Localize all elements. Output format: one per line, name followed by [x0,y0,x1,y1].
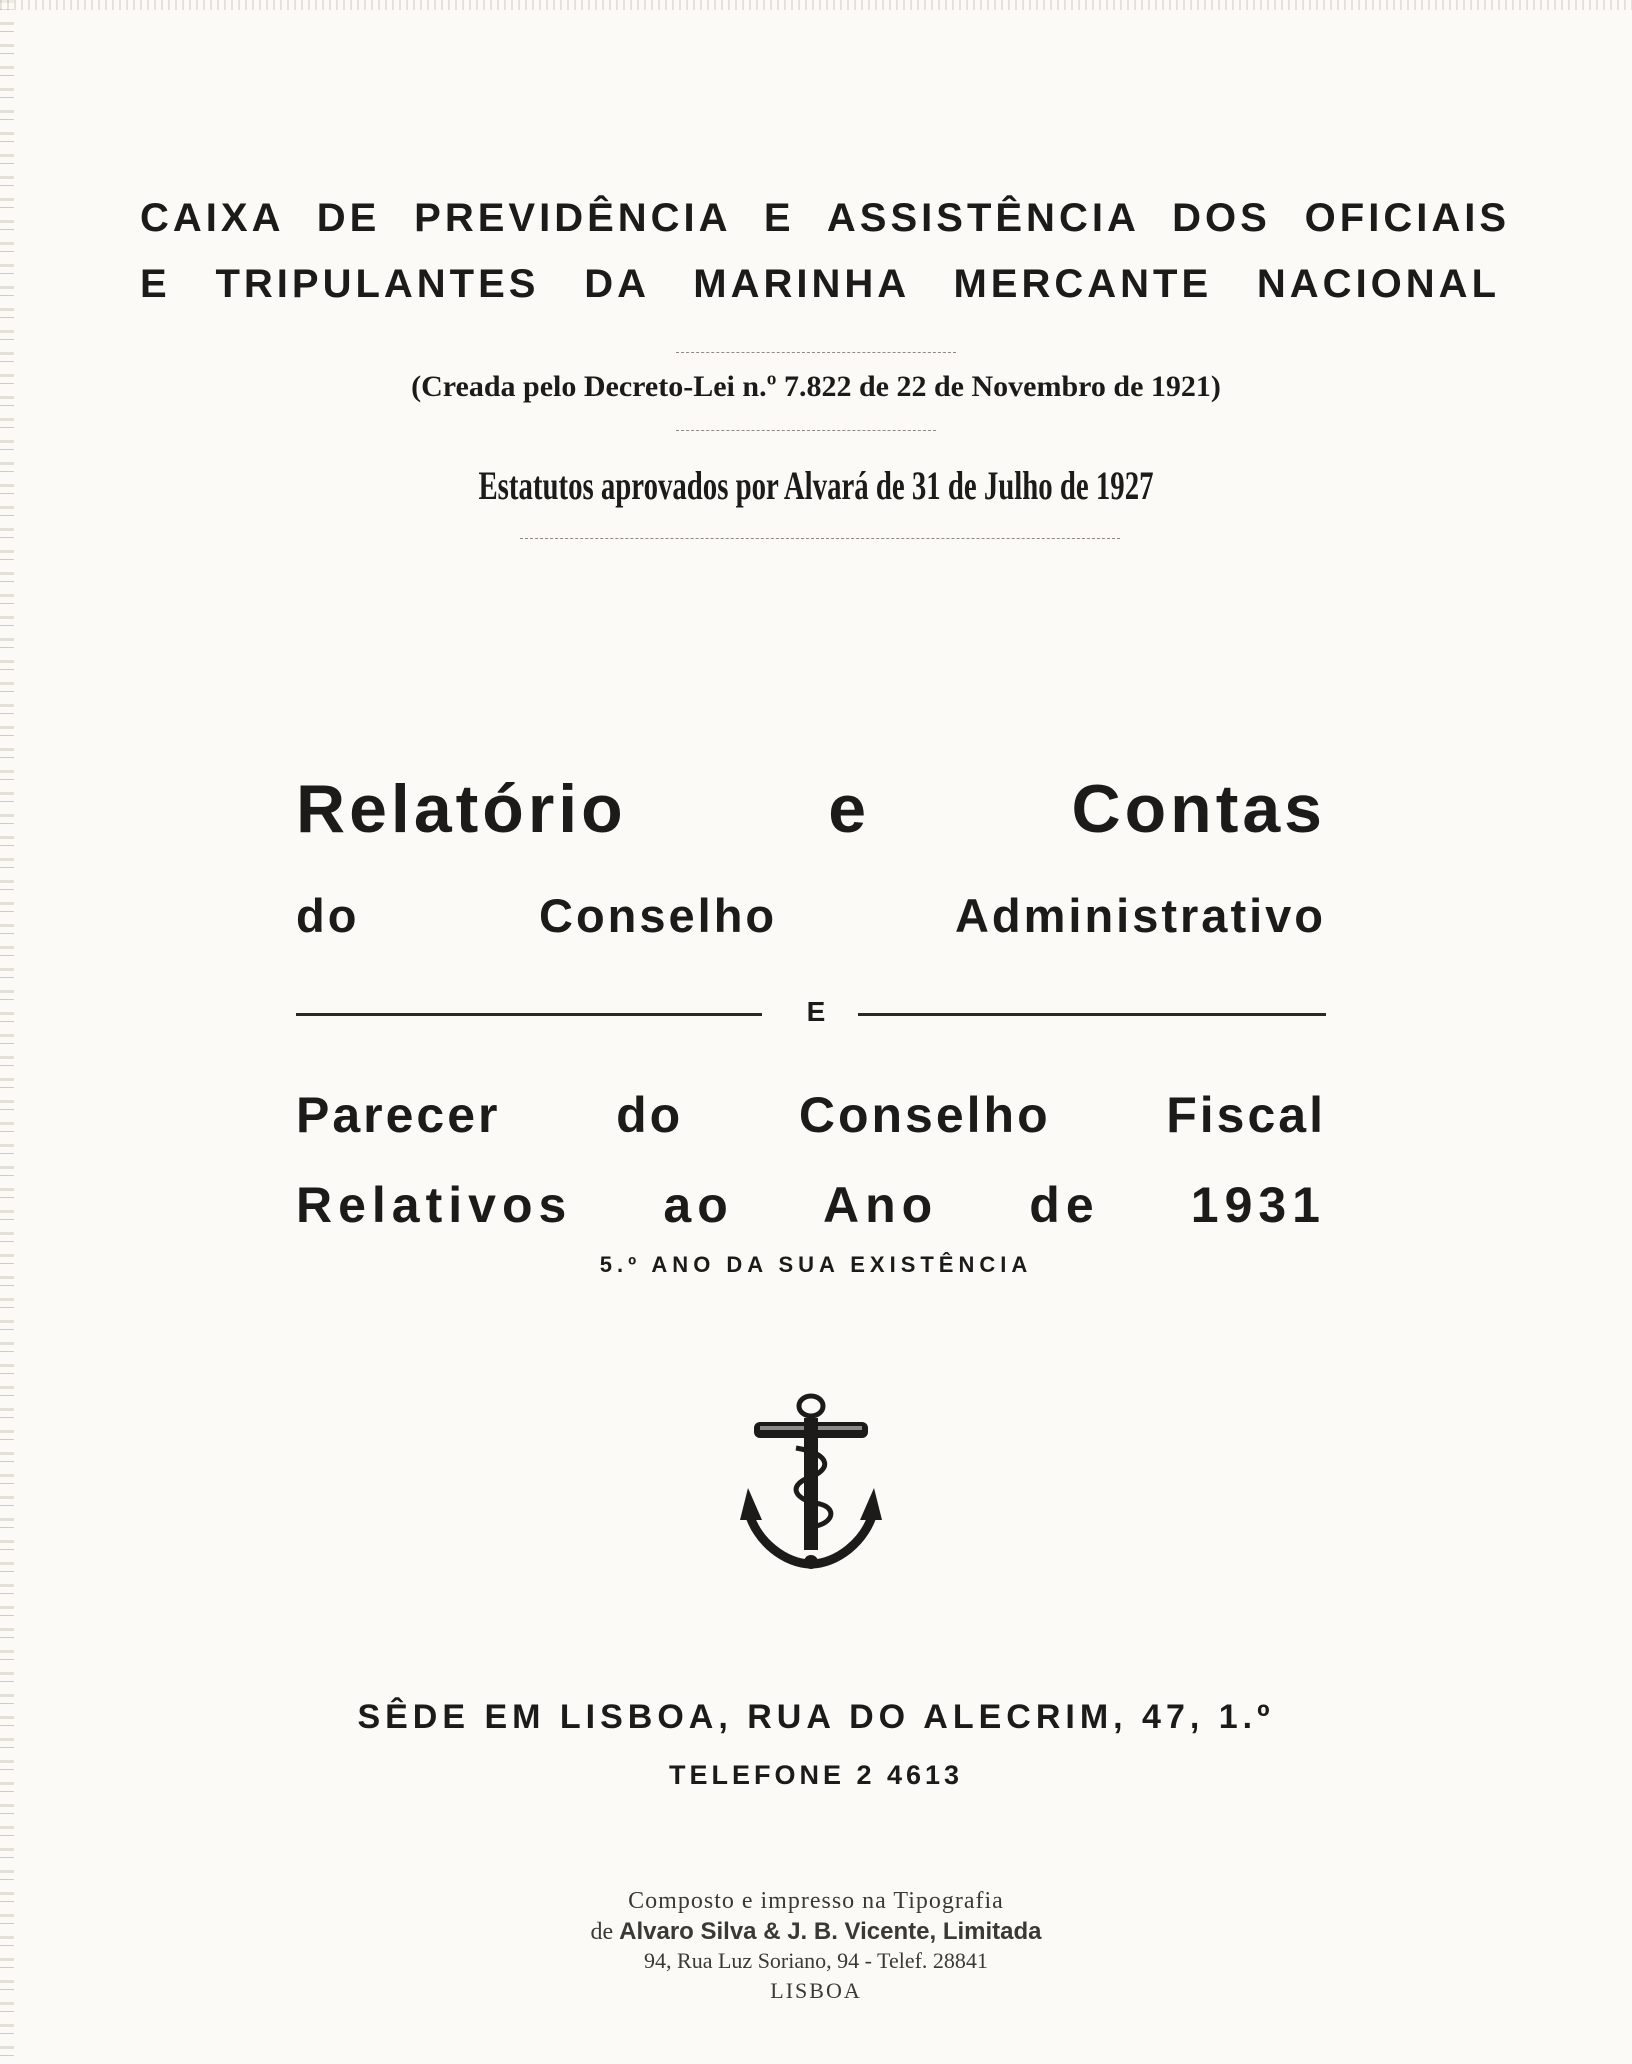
header-line-1: CAIXA DE PREVIDÊNCIA E ASSISTÊNCIA DOS OFICIAIS [140,196,1510,240]
statutes-approval: Estatutos aprovados por Alvará de 31 de Julho de 1927 [478,463,1154,508]
imprint-line-4: LISBOA [770,1978,862,2003]
imprint-line-1: Composto e impresso na Tipografia [628,1888,1004,1914]
fiscal-council-opinion: Parecer do Conselho Fiscal [296,1087,1326,1143]
separator-e: E [806,996,826,1027]
header-line-2: E TRIPULANTES DA MARINHA MERCANTE NACIONAL [140,262,1500,306]
administrative-council: do Conselho Administrativo [296,889,1326,942]
divider-dashed [676,430,936,431]
imprint-line-3: 94, Rua Luz Soriano, 94 - Telef. 28841 [644,1948,988,1973]
headquarters-address: SÊDE EM LISBOA, RUA DO ALECRIM, 47, 1.º [357,1698,1275,1736]
creation-decree: (Creada pelo Decreto-Lei n.º 7.822 de 22 de Novembro de 1921) [411,370,1221,403]
divider-dashed [520,538,1120,539]
telephone: TELEFONE 2 4613 [668,1760,964,1790]
scan-edge-left [0,0,14,2064]
divider-dashed [676,352,956,353]
divider-rule-right [858,1013,1326,1016]
anchor-icon [736,1392,886,1570]
report-year: Relativos ao Ano de 1931 [296,1177,1326,1233]
imprint-line-2 [0,1918,1632,1946]
printer-name: Alvaro Silva & J. B. Vicente, Limitada [619,1918,1042,1945]
imprint-prefix: de [590,1919,614,1945]
existence-year: 5.º ANO DA SUA EXISTÊNCIA [599,1252,1033,1277]
divider-rule-left [296,1013,762,1016]
report-title: Relatório e Contas [296,771,1326,847]
scan-edge-top [0,0,1632,10]
